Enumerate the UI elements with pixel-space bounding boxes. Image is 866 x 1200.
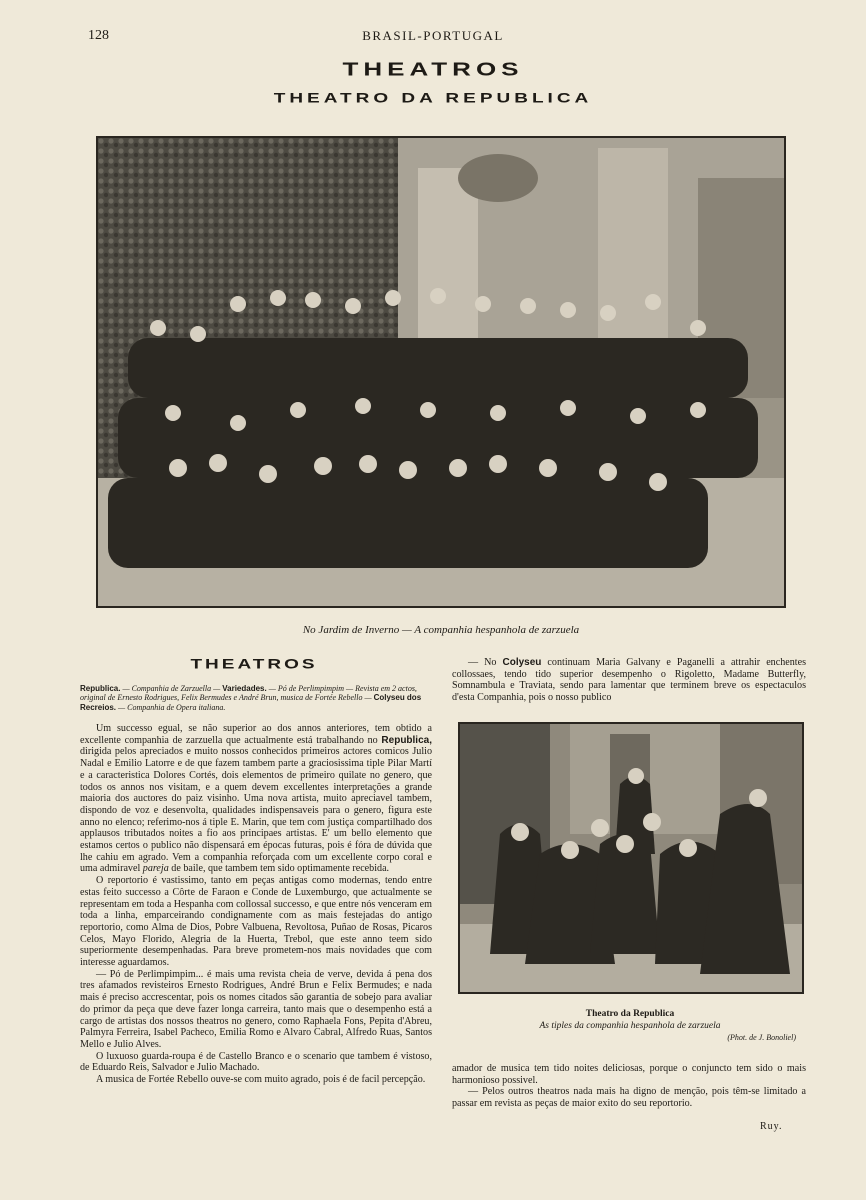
tiples-photo-caption (458, 1008, 802, 1044)
group-photo-caption: No Jardim de Inverno — A companhia hespanhola de zarzuela (302, 624, 580, 636)
tiples-photo (458, 722, 804, 994)
paragraph-2: O reportorio é vastissimo, tanto em peças antigas como modernas, tendo entre estas feito successo a Côrte de Faraon e Conde de Luxemburgo, que actualmente se representam em toda a Hespanha com collossal successo, e que entre nós venceram em toda a linha, emparceirando condignamente com as mais festejadas do antigo reportorio, como Alma de Dios, Pobre Valbuena, Revoltosa, Puñao de Rosas, Picaros Celos, Mayo Florido, Alegria de la Huerta, Trebol, que este anno teem sido superiormente desempenhadas. Para breve prometem-nos mais novidades que com interesse aguardamos. (80, 875, 432, 969)
tiples-caption-subtitle: As tiples da companhia hespanhola de zarzuela (539, 1021, 721, 1031)
listing-name-variedades: Variedades. (222, 684, 267, 693)
author-signature: Ruy. (760, 1121, 783, 1132)
article-column-right-bottom (452, 1063, 806, 1110)
paragraph-4: O luxuoso guarda-roupa é de Castello Branco e o scenario que tambem é vistoso, de Eduardo Reis, Salvador e Julio Machado. (80, 1050, 432, 1074)
article-column-right-top (452, 657, 806, 704)
tiples-caption-title: Theatro da Republica (585, 1009, 675, 1019)
paragraph-6: — No Colyseu continuam Maria Galvany e Paganelli a attrahir enchentes collossaes, tendo tido superior desempenho o Rigoletto, Madame Butterfly, Somnambula e Traviata, sendo para lamentar que terminem breve os espectaculos d'esta Companhia, pois o nosso publico (452, 657, 806, 704)
section-subtitle: THEATRO DA REPUBLICA (273, 91, 593, 107)
section-title: THEATROS (342, 58, 524, 80)
article-heading: THEATROS (190, 657, 318, 673)
paragraph-3: — Pó de Perlimpimpim... é mais uma revista cheia de verve, devida á pena dos tres afamados revisteiros Ernesto Rodrigues, André Brun e Felix Bermudes; e nada mais é preciso accrescentar, pois os nomes citados são garantia de sobejo para avaliar do primor da peça que deve fazer longa carreira, tanto mais que o desempenho está a cargo de artistas dos nossos theatros no genero, como Raphaela Fons, Pepita d'Abreu, Palmyra Ferreira, Isabel Pacheco, Emilia Romo e Alvaro Cabral, Alfredo Ruas, Santos Mello e Julio Alves. (80, 968, 432, 1050)
paragraph-5: A musica de Fortée Rebello ouve-se com muito agrado, pois é de facil percepção. (96, 1074, 426, 1086)
listing-desc-colyseu: — Companhia de Opera italiana. (116, 702, 226, 712)
listing-name-colyseu: Colyseu dos Recreios. (80, 693, 422, 712)
theatre-listing (80, 684, 432, 712)
paragraph-8: — Pelos outros theatros nada mais ha digno de menção, pois têm-se limitado a passar em revista as peças de maior exito do seu reportorio. (452, 1086, 806, 1110)
photo-credit: (Phot. de J. Bonoliel) (727, 1033, 796, 1042)
listing-desc-variedades: — Pó de Perlimpimpim — Revista em 2 actos, original de Ernesto Rodrigues, Felix Bermudes e André Brun, musica de Fortée Rebello — (80, 684, 417, 703)
article-column-left (80, 723, 432, 1086)
paragraph-1: Um successo egual, se não superior ao dos annos anteriores, tem obtido a excellente companhia de zarzuella que actualmente está trabalhando no Republica, dirigida pelos apreciados e muito nossos conhecidos primeiros actores comicos Julio Nadal e Emilio Latorre e de que fazem tambem parte a graciosissima tiple Pilar Martí e a caracteristica Dolores Cortés, dois elementos de primeiro quilate no genero, que todos os annos nos visitam, e a quem devem excellentes interpretações a grande maioria dos auctores do paiz visinho. Uma nova artista, muito apreciavel tambem, dispondo de voz e desenvolta, qualidades indispensaveis para o genero, figura este anno no elenco; referimo-nos á tiple E. Marin, que tem com justiça compartilhado dos applausos tributados noites a fio aos principaes artistas. E' um bello elemento que estamos certos o publico não dispensará em épocas futuras, pois é fóra de dúvida que lhe cahiu em agrado. Vem a companhia reforçada com um excellente corpo coral e uma admiravel pareja de baile, que tambem tem sido optimamente recebida. (80, 723, 432, 875)
listing-desc-republica: — Companhia de Zarzuella — (120, 684, 223, 693)
page-number: 128 (88, 28, 109, 43)
running-title: BRASIL-PORTUGAL (362, 28, 504, 43)
group-photo (96, 136, 786, 608)
paragraph-7: amador de musica tem tido noites deliciosas, porque o conjuncto tem sido o mais harmonioso possivel. (452, 1063, 806, 1086)
listing-name-republica: Republica. (80, 684, 121, 693)
